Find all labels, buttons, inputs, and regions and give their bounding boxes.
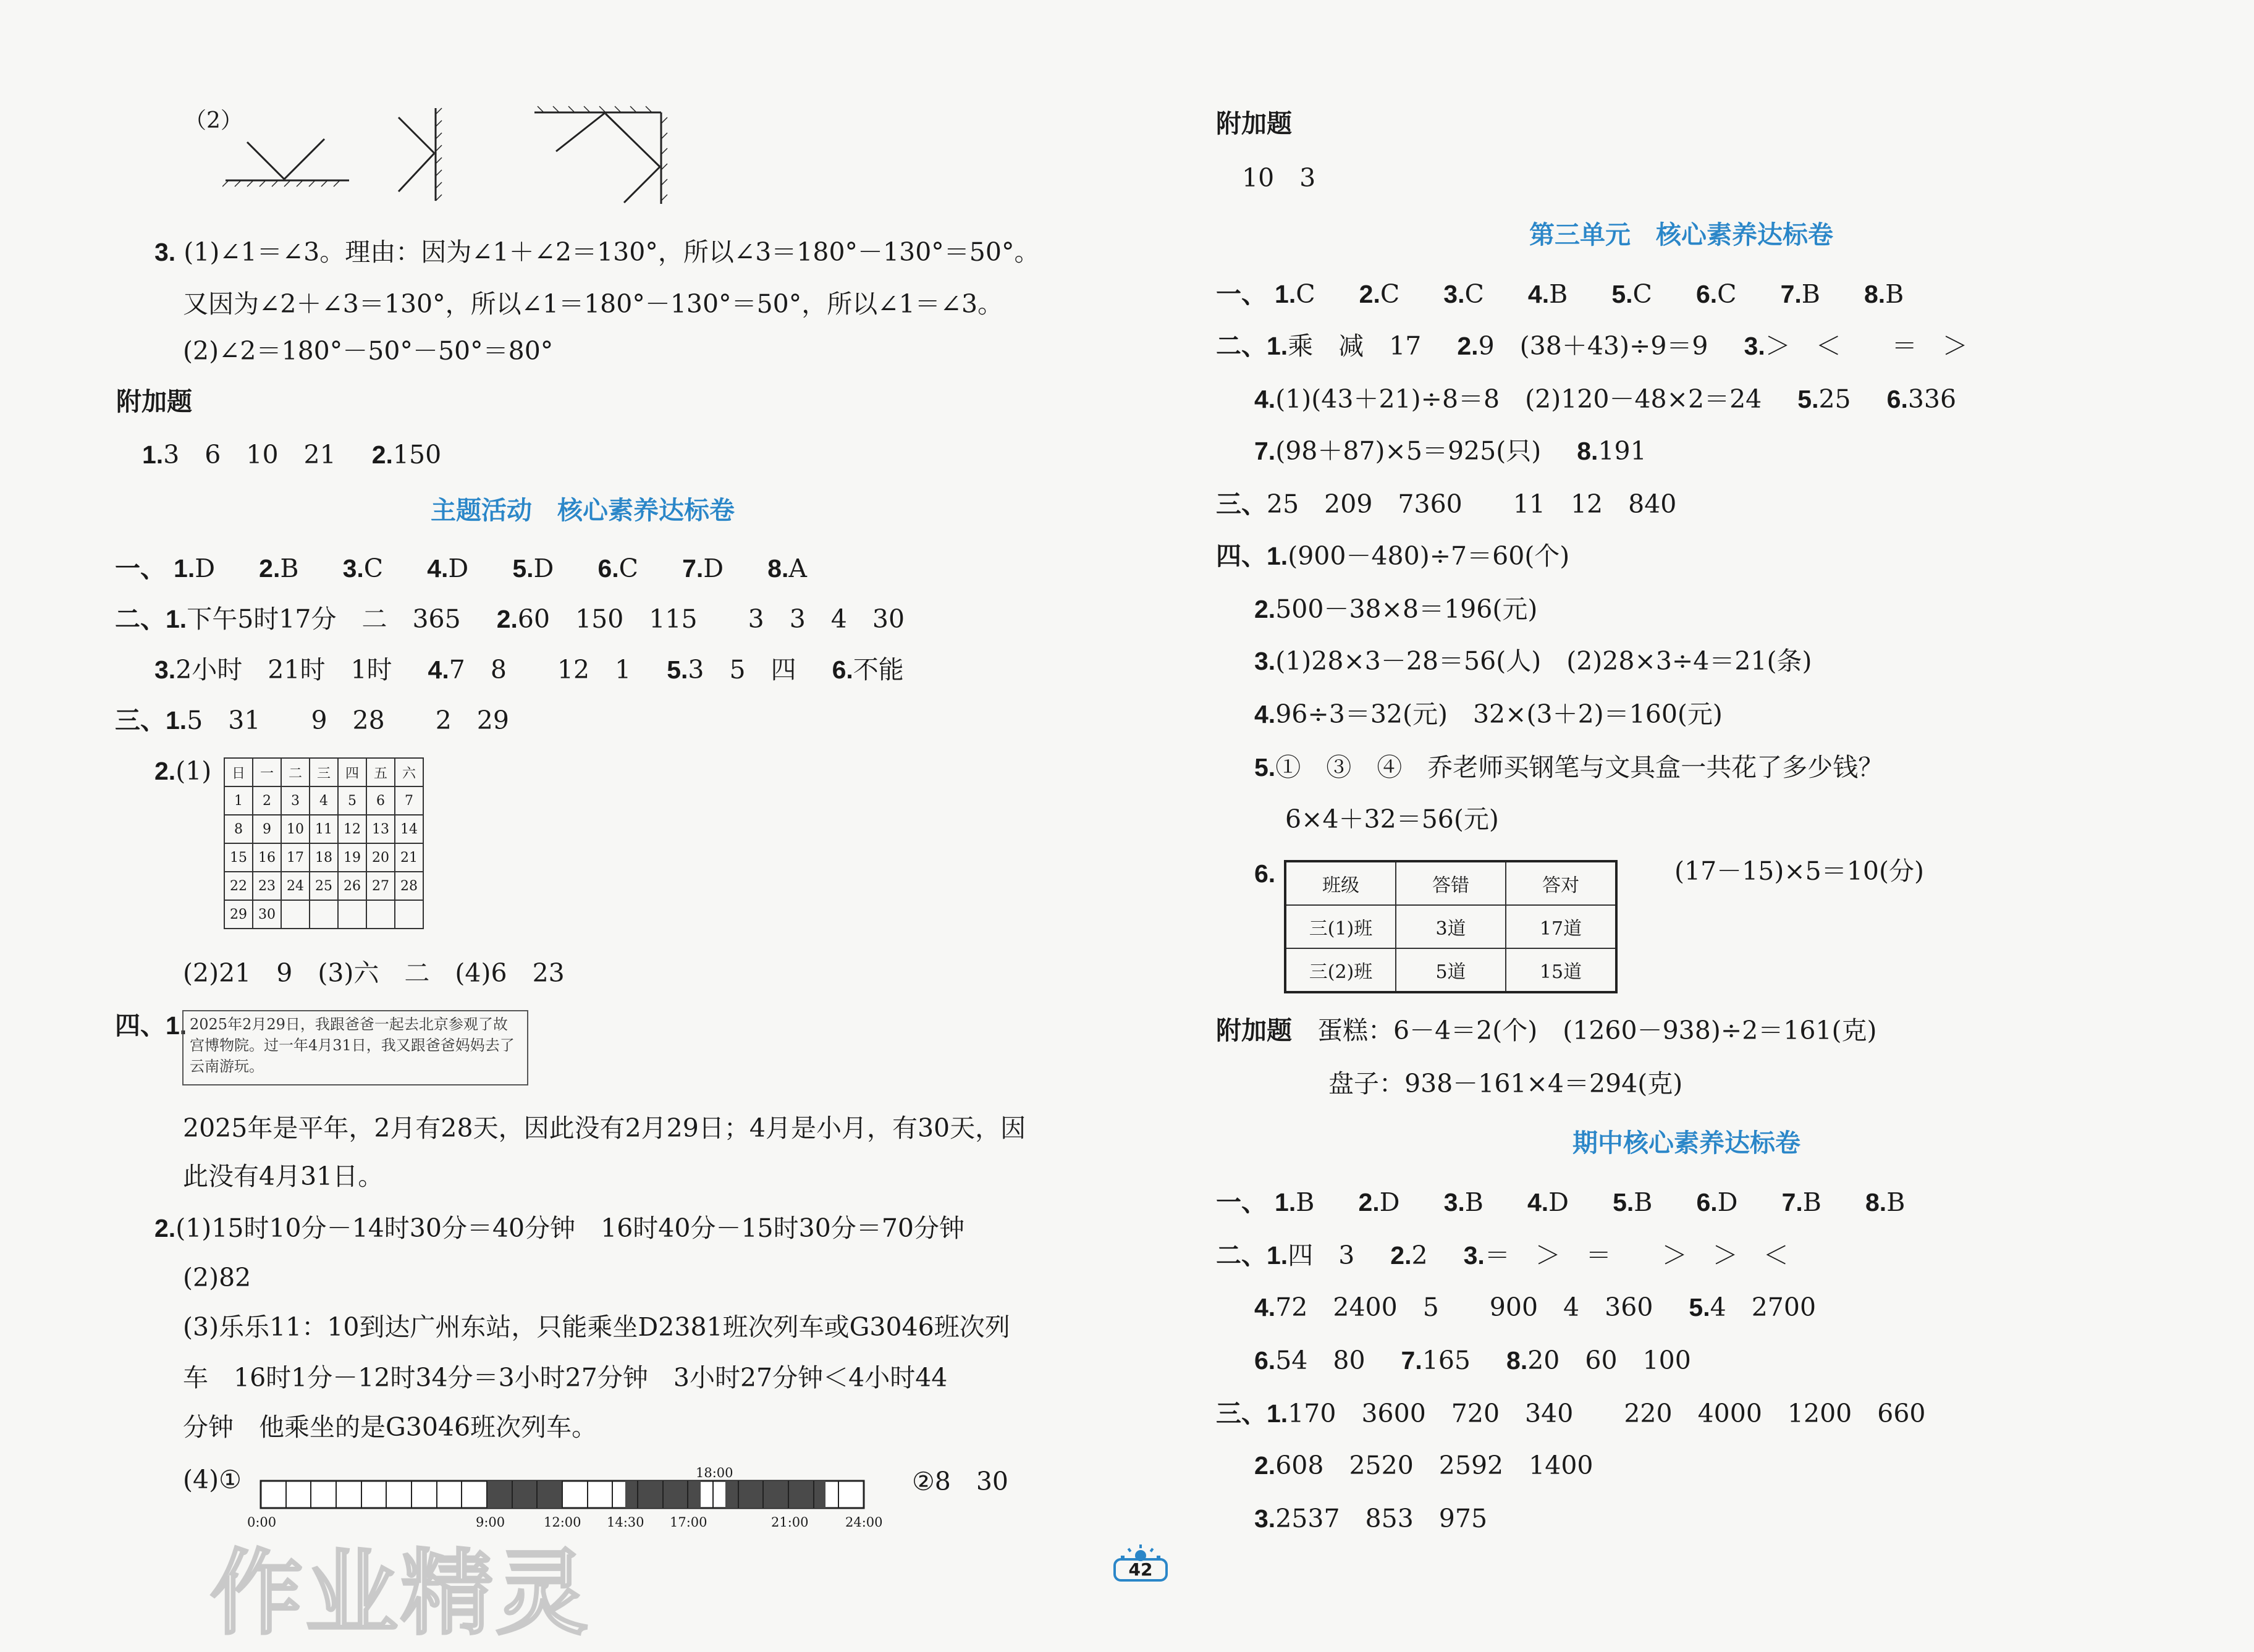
answer-line: 4.96÷3＝32(元) 32×(3＋2)＝160(元) (1254, 699, 1723, 729)
answer-line: 此没有4月31日。 (183, 1161, 384, 1191)
timeline-tick: 21:00 (771, 1515, 809, 1530)
answer-line: 附加题 蛋糕：6－4＝2(个) (1260－938)÷2＝161(克) (1216, 1016, 1877, 1045)
calendar-table: 日 一 二 三 四 五 六 1 2 3 4 5 6 7 8 9 10 11 12 13 14 15 16 17 18 19 20 21 22 23 24 25 26 27 28 29 30 (224, 757, 424, 929)
section-title: 期中核心素养达标卷 (1572, 1128, 1800, 1158)
answer-line: (17－15)×5＝10(分) (1674, 856, 1924, 886)
timeline-tick: 9:00 (476, 1515, 505, 1530)
answer-line: 一、 1.B 2.D 3.B 4.D 5.B 6.D 7.B 8.B (1216, 1187, 1906, 1217)
timeline-tick: 14:30 (607, 1515, 644, 1530)
answer-line: 二、1.下午5时17分 二 365 2.60 150 115 3 3 4 30 (115, 604, 905, 634)
answer-line: 三、1.5 31 9 28 2 29 (115, 706, 509, 735)
answer-line: 10 3 (1242, 163, 1316, 193)
answer-line: 3. (1)∠1＝∠3。理由：因为∠1＋∠2＝130°，所以∠3＝180°－130°＝50°。 (154, 237, 1040, 267)
timeline-tick: 24:00 (845, 1515, 883, 1530)
answer-line: (2)82 (183, 1263, 251, 1292)
answer-line: ②8 30 (912, 1467, 1009, 1496)
answer-line: 5.① ③ ④ 乔老师买钢笔与文具盒一共花了多少钱？ (1254, 752, 1884, 782)
figure-reflection-angles (222, 105, 673, 210)
timeline-tick: 12:00 (544, 1515, 581, 1530)
section-title: 主题活动 核心素养达标卷 (431, 495, 735, 525)
diary-note: 2025年2月29日，我跟爸爸一起去北京参观了故宫博物院。过一年4月31日，我又跟爸爸妈妈去了云南游玩。 (182, 1010, 528, 1085)
answer-line: 一、 1.D 2.B 3.C 4.D 5.D 6.C 7.D 8.A (115, 554, 807, 583)
answer-line: 6. (1254, 859, 1276, 888)
answer-line: (2)∠2＝180°－50°－50°＝80° (183, 336, 554, 366)
answer-line: 6.54 80 7.165 8.20 60 100 (1254, 1346, 1691, 1375)
answer-line: 三、1.170 3600 720 340 220 4000 1200 660 (1216, 1399, 1926, 1428)
answer-line: 6×4＋32＝56(元) (1285, 804, 1499, 834)
answer-line: 四、1. (115, 1011, 187, 1040)
answer-line: 3.2537 853 975 (1254, 1504, 1488, 1533)
watermark-logo: 作业精灵 (210, 1540, 591, 1648)
answer-line: 分钟 他乘坐的是G3046班次列车。 (183, 1412, 597, 1442)
answer-line: 又因为∠2＋∠3＝130°，所以∠1＝180°－130°＝50°，所以∠1＝∠3。 (183, 289, 1003, 319)
answer-line: 二、1.乘 减 17 2.9 (38＋43)÷9＝9 3.＞ ＜ ＝ ＞ (1216, 331, 1968, 361)
answer-line: 2.608 2520 2592 1400 (1254, 1451, 1593, 1480)
answer-line: 车 16时1分－12时34分＝3小时27分钟 3小时27分钟＜4小时44 (183, 1363, 948, 1393)
timeline-bar (260, 1480, 865, 1511)
item-label: （2） (184, 108, 243, 133)
answer-line: 2025年是平年，2月有28天，因此没有2月29日；4月是小月，有30天，因 (183, 1113, 1026, 1143)
answer-line: 1.3 6 10 21 2.150 (142, 440, 442, 470)
timeline-tick: 0:00 (247, 1515, 277, 1530)
score-table: 班级 答错 答对 三(1)班 3道 17道 三(2)班 5道 15道 (1284, 860, 1618, 993)
timeline-tick: 17:00 (670, 1515, 707, 1530)
section-heading: 附加题 (1216, 109, 1292, 138)
answer-line: 2.(1)15时10分－14时30分＝40分钟 16时40分－15时30分＝70分钟 (154, 1213, 964, 1243)
answer-line: 2.(1) (154, 756, 212, 786)
answer-line: (3)乐乐11：10到达广州东站，只能乘坐D2381班次列车或G3046班次列 (183, 1312, 1010, 1342)
answer-line: 2.500－38×8＝196(元) (1254, 594, 1538, 624)
answer-line: 四、1.(900－480)÷7＝60(个) (1216, 541, 1570, 571)
section-heading: 附加题 (116, 387, 192, 416)
answer-line: 二、1.四 3 2.2 3.＝ ＞ ＝ ＞ ＞ ＜ (1216, 1241, 1789, 1270)
page-number: 42 (1112, 1545, 1169, 1582)
answer-line: 4.72 2400 5 900 4 360 5.4 2700 (1254, 1292, 1817, 1322)
timeline-label: 18:00 (696, 1465, 733, 1480)
answer-line: (4)① (183, 1465, 242, 1494)
answer-line: 一、 1.C 2.C 3.C 4.B 5.C 6.C 7.B 8.B (1216, 279, 1904, 309)
answer-line: 盘子：938－161×4＝294(克) (1328, 1069, 1683, 1098)
answer-line: 3.2小时 21时 1时 4.7 8 12 1 5.3 5 四 6.不能 (154, 655, 904, 685)
answer-line: 3.(1)28×3－28＝56(人) (2)28×3÷4＝21(条) (1254, 646, 1812, 676)
section-title: 第三单元 核心素养达标卷 (1529, 220, 1833, 250)
answer-line: 4.(1)(43＋21)÷8＝8 (2)120－48×2＝24 5.25 6.336 (1254, 384, 1957, 414)
answer-line: (2)21 9 (3)六 二 (4)6 23 (183, 958, 565, 988)
answer-line: 7.(98＋87)×5＝925(只) 8.191 (1254, 436, 1647, 466)
answer-line: 三、25 209 7360 11 12 840 (1216, 489, 1677, 519)
